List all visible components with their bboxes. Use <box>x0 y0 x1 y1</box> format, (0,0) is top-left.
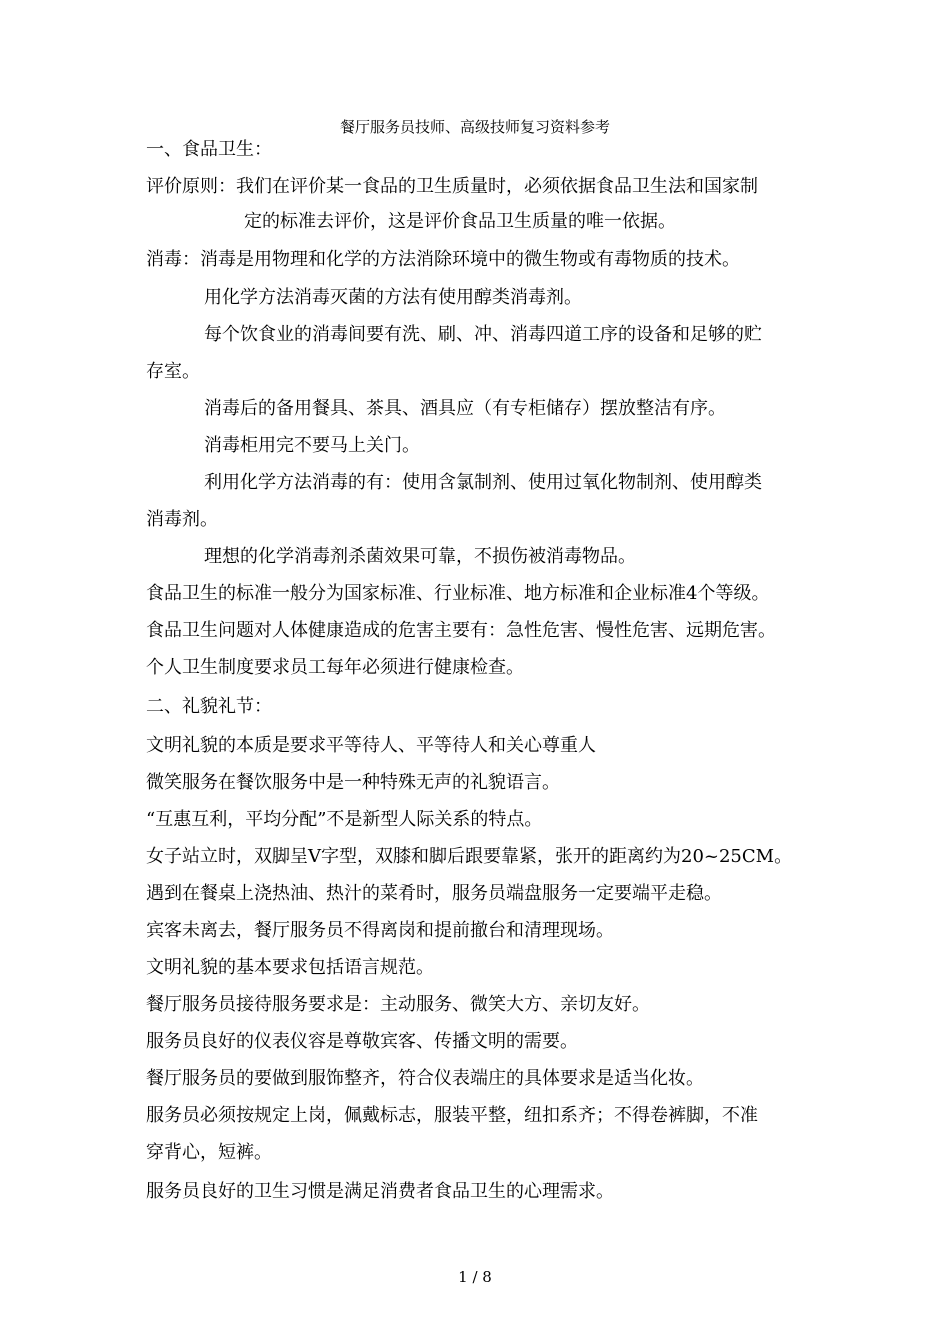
text-line: 女子站立时，双脚呈V字型，双膝和脚后跟要靠紧，张开的距离约为20~25CM。 <box>146 846 793 867</box>
text-line: 理想的化学消毒剂杀菌效果可靠，不损伤被消毒物品。 <box>204 546 636 567</box>
text-line: 存室。 <box>146 361 200 382</box>
text-line: 消毒：消毒是用物理和化学的方法消除环境中的微生物或有毒物质的技术。 <box>146 249 740 270</box>
text-line: 遇到在餐桌上浇热油、热汁的菜肴时，服务员端盘服务一定要端平走稳。 <box>146 883 722 904</box>
text-line: 食品卫生的标准一般分为国家标准、行业标准、地方标准和企业标准4个等级。 <box>146 583 770 604</box>
section-heading-etiquette: 二、礼貌礼节： <box>146 696 272 717</box>
text-line: 个人卫生制度要求员工每年必须进行健康检查。 <box>146 657 524 678</box>
text-line: 服务员必须按规定上岗，佩戴标志，服装平整，纽扣系齐；不得卷裤脚，不准 <box>146 1105 758 1126</box>
section-heading-food-hygiene: 一、食品卫生： <box>146 139 272 160</box>
text-line: 消毒后的备用餐具、茶具、酒具应（有专柜储存）摆放整洁有序。 <box>204 398 726 419</box>
text-line: 定的标准去评价，这是评价食品卫生质量的唯一依据。 <box>244 211 676 232</box>
document-title: 餐厅服务员技师、高级技师复习资料参考 <box>339 118 610 136</box>
text-line: 宾客未离去，餐厅服务员不得离岗和提前撤台和清理现场。 <box>146 920 614 941</box>
text-line: 利用化学方法消毒的有：使用含氯制剂、使用过氧化物制剂、使用醇类 <box>204 472 762 493</box>
text-line: 服务员良好的仪表仪容是尊敬宾客、传播文明的需要。 <box>146 1031 578 1052</box>
text-line: 每个饮食业的消毒间要有洗、刷、冲、消毒四道工序的设备和足够的贮 <box>204 324 762 345</box>
text-line: 文明礼貌的本质是要求平等待人、平等待人和关心尊重人 <box>146 735 596 756</box>
text-line: “互惠互利，平均分配”不是新型人际关系的特点。 <box>146 809 543 830</box>
text-line: 文明礼貌的基本要求包括语言规范。 <box>146 957 434 978</box>
text-line: 消毒剂。 <box>146 509 218 530</box>
text-line: 餐厅服务员的要做到服饰整齐，符合仪表端庄的具体要求是适当化妆。 <box>146 1068 704 1089</box>
text-line: 餐厅服务员接待服务要求是：主动服务、微笑大方、亲切友好。 <box>146 994 650 1015</box>
text-line: 穿背心，短裤。 <box>146 1142 272 1163</box>
page-number: 1 / 8 <box>458 1268 492 1286</box>
text-line: 用化学方法消毒灭菌的方法有使用醇类消毒剂。 <box>204 287 582 308</box>
text-line: 微笑服务在餐饮服务中是一种特殊无声的礼貌语言。 <box>146 772 560 793</box>
text-line: 消毒柜用完不要马上关门。 <box>204 435 420 456</box>
text-line: 评价原则：我们在评价某一食品的卫生质量时，必须依据食品卫生法和国家制 <box>146 176 758 197</box>
text-line: 食品卫生问题对人体健康造成的危害主要有：急性危害、慢性危害、远期危害。 <box>146 620 776 641</box>
text-line: 服务员良好的卫生习惯是满足消费者食品卫生的心理需求。 <box>146 1181 614 1202</box>
